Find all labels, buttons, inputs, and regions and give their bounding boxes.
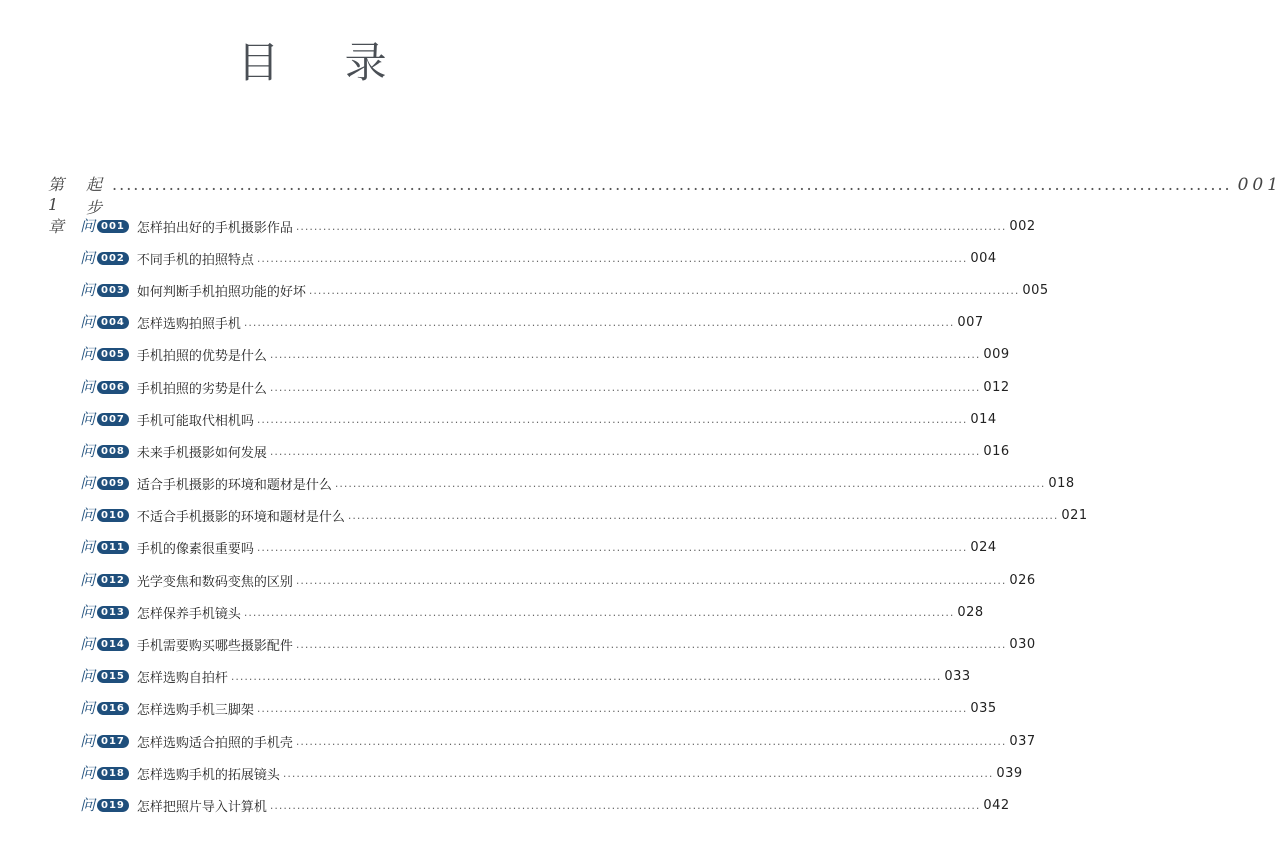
toc-leader: .............................................................................................................................................................. xyxy=(269,798,981,812)
question-badge xyxy=(80,315,129,330)
toc-leader: .............................................................................................................................................................. xyxy=(269,444,981,458)
question-char: 问 xyxy=(80,280,96,299)
toc-entry-page: 009 xyxy=(983,347,1010,363)
toc-entry[interactable] xyxy=(80,307,984,339)
toc-leader: .............................................................................................................................................................. xyxy=(256,251,968,265)
toc-entry-title: 如何判断手机拍照功能的好坏 xyxy=(136,284,306,300)
question-badge xyxy=(80,795,129,814)
question-number: 019 xyxy=(97,799,129,812)
toc-leader: .............................................................................................................................................................. xyxy=(269,380,981,394)
question-char: 问 xyxy=(80,216,96,235)
toc-entry-page: 007 xyxy=(957,315,984,331)
question-badge xyxy=(80,570,129,589)
toc-entry-title: 不适合手机摄影的环境和题材是什么 xyxy=(136,510,345,526)
question-char: 问 xyxy=(80,699,96,718)
question-char: 问 xyxy=(80,313,96,332)
question-badge xyxy=(80,669,129,684)
question-number: 002 xyxy=(97,252,129,265)
toc-entry-title: 怎样选购自拍杆 xyxy=(136,671,228,687)
toc-entry-page: 028 xyxy=(957,604,984,620)
toc-entry-page: 026 xyxy=(1009,572,1036,588)
toc-entry-title: 手机可能取代相机吗 xyxy=(136,413,254,429)
question-badge xyxy=(80,540,129,555)
question-char: 问 xyxy=(80,248,96,267)
toc-leader: .............................................................................................................................................................. xyxy=(256,412,968,426)
question-char: 问 xyxy=(80,795,96,814)
toc-entry-page: 033 xyxy=(944,669,971,685)
question-number: 012 xyxy=(97,574,129,587)
toc-entry-page: 039 xyxy=(996,765,1023,781)
toc-entry[interactable] xyxy=(80,210,1036,242)
question-number: 004 xyxy=(97,316,129,329)
question-char: 问 xyxy=(80,570,96,589)
toc-leader: .............................................................................................................................................................. xyxy=(282,766,994,780)
toc-entry-title: 手机拍照的劣势是什么 xyxy=(136,381,267,397)
question-number: 007 xyxy=(97,413,129,426)
question-char: 问 xyxy=(80,538,96,557)
toc-entry-title: 手机拍照的优势是什么 xyxy=(136,349,267,365)
toc-entry[interactable] xyxy=(80,661,971,693)
toc-leader: .............................................................................................................................................................. xyxy=(269,348,981,362)
question-number: 017 xyxy=(97,735,129,748)
toc-list xyxy=(80,210,1088,822)
question-badge xyxy=(80,763,129,782)
toc-entry-title: 不同手机的拍照特点 xyxy=(136,252,254,268)
question-number: 013 xyxy=(97,606,129,619)
toc-entry-title: 怎样选购手机的拓展镜头 xyxy=(136,767,280,783)
chapter-title: 起 步 xyxy=(86,175,107,217)
toc-entry[interactable] xyxy=(80,789,1010,821)
toc-entry-title: 怎样选购适合拍照的手机壳 xyxy=(136,735,293,751)
question-number: 008 xyxy=(97,445,129,458)
toc-leader: .............................................................................................................................................................. xyxy=(256,541,968,555)
question-char: 问 xyxy=(80,506,96,525)
question-number: 011 xyxy=(97,541,129,554)
question-badge xyxy=(80,602,129,621)
question-badge xyxy=(80,637,129,652)
question-number: 005 xyxy=(97,348,129,361)
question-char: 问 xyxy=(80,345,96,364)
toc-entry-title: 手机的像素很重要吗 xyxy=(136,542,254,558)
toc-entry[interactable] xyxy=(80,435,1010,467)
toc-entry-page: 021 xyxy=(1061,508,1088,524)
toc-entry-page: 014 xyxy=(970,411,997,427)
toc-entry[interactable] xyxy=(80,628,1036,660)
toc-entry[interactable] xyxy=(80,693,997,725)
toc-leader: .............................................................................................................................................................. xyxy=(347,509,1059,523)
toc-entry[interactable] xyxy=(80,500,1088,532)
toc-entry-title: 未来手机摄影如何发展 xyxy=(136,445,267,461)
question-badge xyxy=(80,280,129,299)
toc-leader: .............................................................................................................................................................. xyxy=(334,477,1046,491)
toc-leader: .............................................................................................................................................................. xyxy=(295,573,1007,587)
toc-entry-title: 手机需要购买哪些摄影配件 xyxy=(136,639,293,655)
toc-leader: .............................................................................................................................................................. xyxy=(243,605,955,619)
question-number: 015 xyxy=(97,670,129,683)
toc-entry-title: 怎样拍出好的手机摄影作品 xyxy=(136,220,293,236)
toc-entry-page: 024 xyxy=(970,540,997,556)
toc-entry[interactable] xyxy=(80,371,1010,403)
toc-entry-page: 016 xyxy=(983,443,1010,459)
toc-entry-page: 005 xyxy=(1022,282,1049,298)
question-char: 问 xyxy=(80,731,96,750)
question-char: 问 xyxy=(80,441,96,460)
toc-entry-page: 012 xyxy=(983,379,1010,395)
toc-entry[interactable] xyxy=(80,532,997,564)
toc-entry[interactable] xyxy=(80,596,984,628)
toc-entry-title: 怎样选购拍照手机 xyxy=(136,317,241,333)
question-number: 001 xyxy=(97,220,129,233)
toc-entry[interactable] xyxy=(80,403,997,435)
toc-entry-page: 035 xyxy=(970,701,997,717)
question-number: 018 xyxy=(97,767,129,780)
toc-entry[interactable] xyxy=(80,468,1075,500)
toc-entry[interactable] xyxy=(80,564,1036,596)
toc-entry-title: 适合手机摄影的环境和题材是什么 xyxy=(136,478,332,494)
question-char: 问 xyxy=(80,377,96,396)
question-number: 003 xyxy=(97,284,129,297)
toc-entry-page: 002 xyxy=(1009,218,1036,234)
toc-leader: .............................................................................................................................................................. xyxy=(230,670,942,684)
toc-entry-title: 光学变焦和数码变焦的区别 xyxy=(136,574,293,590)
question-char: 问 xyxy=(80,763,96,782)
toc-leader: .............................................................................................................................................................. xyxy=(308,283,1020,297)
chapter-page: 001 xyxy=(1237,175,1282,195)
toc-leader: .............................................................................................................................................................. xyxy=(295,734,1007,748)
question-char: 问 xyxy=(80,409,96,428)
chapter-number: 第 1 章 xyxy=(48,175,69,236)
question-badge xyxy=(80,216,129,235)
question-badge xyxy=(80,701,129,716)
question-number: 010 xyxy=(97,509,129,522)
toc-entry[interactable] xyxy=(80,339,1010,371)
toc-entry-title: 怎样保养手机镜头 xyxy=(136,606,241,622)
toc-entry-title: 怎样把照片导入计算机 xyxy=(136,799,267,815)
question-badge xyxy=(80,731,129,750)
question-char: 问 xyxy=(80,602,96,621)
question-badge xyxy=(80,476,129,491)
question-number: 009 xyxy=(97,477,129,490)
toc-entry-page: 018 xyxy=(1048,476,1075,492)
toc-entry[interactable] xyxy=(80,757,1023,789)
question-number: 016 xyxy=(97,702,129,715)
chapter-leader: .............................................................................................................................................................. xyxy=(112,175,1232,194)
toc-leader: .............................................................................................................................................................. xyxy=(256,702,968,716)
toc-entry-page: 037 xyxy=(1009,733,1036,749)
question-char: 问 xyxy=(80,635,96,654)
page-title: 目 录 xyxy=(237,38,413,87)
question-badge xyxy=(80,347,129,362)
toc-entry[interactable] xyxy=(80,242,997,274)
toc-leader: .............................................................................................................................................................. xyxy=(295,638,1007,652)
question-number: 014 xyxy=(97,638,129,651)
question-badge xyxy=(80,248,129,267)
question-number: 006 xyxy=(97,381,129,394)
toc-entry-page: 004 xyxy=(970,250,997,266)
question-char: 问 xyxy=(80,667,96,686)
question-char: 问 xyxy=(80,474,96,493)
question-badge xyxy=(80,508,129,523)
toc-leader: .............................................................................................................................................................. xyxy=(243,316,955,330)
question-badge xyxy=(80,409,129,428)
toc-entry-page: 030 xyxy=(1009,637,1036,653)
toc-entry-title: 怎样选购手机三脚架 xyxy=(136,703,254,719)
question-badge xyxy=(80,377,129,396)
toc-entry[interactable] xyxy=(80,274,1049,306)
question-badge xyxy=(80,441,129,460)
toc-entry-page: 042 xyxy=(983,797,1010,813)
toc-leader: .............................................................................................................................................................. xyxy=(295,219,1007,233)
toc-entry[interactable] xyxy=(80,725,1036,757)
